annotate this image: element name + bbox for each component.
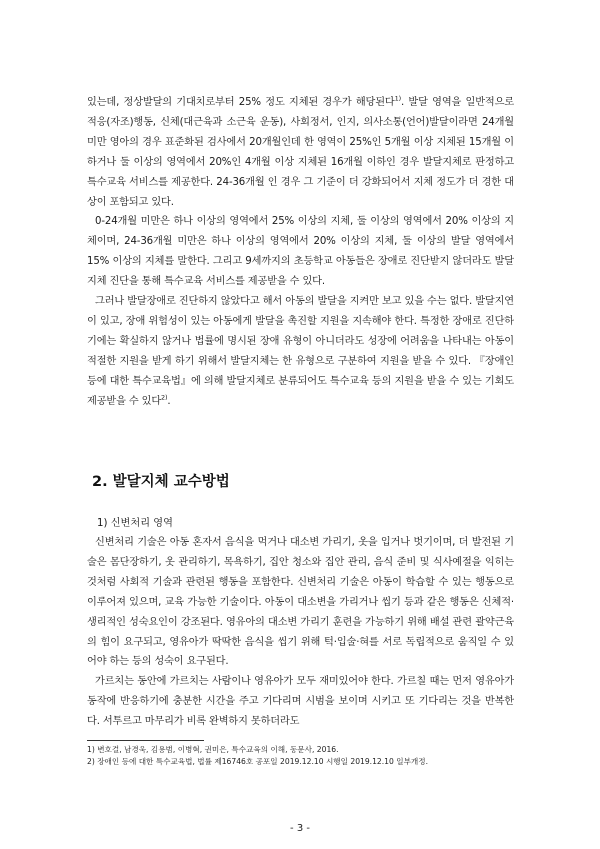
footnote-1: 1) 변호걸, 남경욱, 김용범, 이병혁, 권미은, 특수교육의 이해, 동문사, 2016. xyxy=(87,745,339,754)
subsection-heading: 1) 신변처리 영역 xyxy=(97,518,173,529)
paragraph-1-text-a: 있는데, 정상발달의 기대치로부터 25% 정도 지체된 경우가 해당된다 xyxy=(87,97,395,108)
footnote-ref-1[interactable]: 1) xyxy=(394,94,401,103)
page-number: - 3 - xyxy=(290,823,310,834)
paragraph-1 xyxy=(87,93,514,212)
body-text-bottom xyxy=(87,533,514,732)
paragraph-1-text-b: . 발달 영역을 일반적으로 적응(자조)행동, 신체(대근육과 소근육 운동), 사회정서, 인지, 의사소통(언어)발달이라면 24개월 미만 영아의 경우 표준화된 검사에서 20개월인데 한 영역이 25%인 5개월 이상 지체된 15개월 이하거나 둘 이상의 영역에서 20%인 4개월 이상 지체된 16개월 이하인 경우 발달지체로 판정하고 특수교육 서비스를 제공한다. 24-36개월 인 경우 그 기준이 더 강화되어서 지체 정도가 더 경한 대상이 포함되고 있다. xyxy=(87,97,514,208)
paragraph-4: 신변처리 기술은 아동 혼자서 음식을 먹거나 대소변 가리기, 옷을 입거나 벗기이며, 더 발전된 기술은 몸단장하기, 옷 관리하기, 목욕하기, 집안 청소와 집안 관리, 음식 준비 및 식사예절을 익히는 것처럼 사회적 기술과 관련된 행동을 포함한다. 신변처리 기술은 아동이 학습할 수 있는 행동으로 이루어져 있으며, 교육 가능한 기술이다. 아동이 대소변을 가리거나 씹기 등과 같은 행동은 신체적·생리적인 성숙요인이 강조된다. 영유아의 대소변 가리기 훈련을 가능하기 위해 배설 관련 괄약근육의 힘이 요구되고, 영유아가 딱딱한 음식을 씹기 위해 턱·입술·혀를 서로 독립적으로 움직일 수 있어야 하는 등의 성숙이 요구된다. xyxy=(87,537,514,668)
footnote-2: 2) 장애인 등에 대한 특수교육법, 법률 제16746호 공포일 2019.12.10 시행일 2019.12.10 일부개정. xyxy=(87,757,429,766)
footnote-divider xyxy=(87,740,204,741)
paragraph-3 xyxy=(87,292,514,411)
footnote-ref-2[interactable]: 2) xyxy=(161,393,168,402)
footnotes xyxy=(87,744,517,768)
paragraph-3-text-b: . xyxy=(167,395,171,407)
body-text-top xyxy=(87,93,514,412)
paragraph-2: 0-24개월 미만은 하나 이상의 영역에서 25% 이상의 지체, 둘 이상의 영역에서 20% 이상의 지체이며, 24-36개월 미만은 하나 이상의 영역에서 20% 이상의 지체, 둘 이상의 발달 영역에서 15% 이상의 지체를 말한다. 그리고 9세까지의 초등학교 아동들은 장애로 진단받지 않더라도 발달지체 진단을 통해 특수교육 서비스를 제공받을 수 있다. xyxy=(87,216,514,288)
section-heading: 2. 발달지체 교수방법 xyxy=(92,474,230,490)
paragraph-5: 가르치는 동안에 가르치는 사람이나 영유아가 모두 재미있어야 한다. 가르칠 때는 먼저 영유아가 동작에 반응하기에 충분한 시간을 주고 기다리며 시범을 보이며 시키고 또 기다리는 것을 반복한다. 서투르고 마무리가 비록 완벽하지 못하더라도 xyxy=(87,676,514,728)
paragraph-3-text-a: 그러나 발달장애로 진단하지 않았다고 해서 아동의 발달을 지켜만 보고 있을 수는 없다. 발달지연이 있고, 장애 위험성이 있는 아동에게 발달을 촉진할 지원을 지속해야 한다. 특정한 장애로 진단하기에는 확실하지 않거나 법률에 명시된 장애 유형이 아니더라도 성장에 어려움을 나타내는 아동이 적절한 지원을 받게 하기 위해서 발달지체는 한 유형으로 구분하여 지원을 받을 수 있다. 『장애인 등에 대한 특수교육법』에 의해 발달지체로 분류되어도 특수교육 등의 지원을 받을 수 있는 기회도 제공받을 수 있다 xyxy=(87,296,514,407)
